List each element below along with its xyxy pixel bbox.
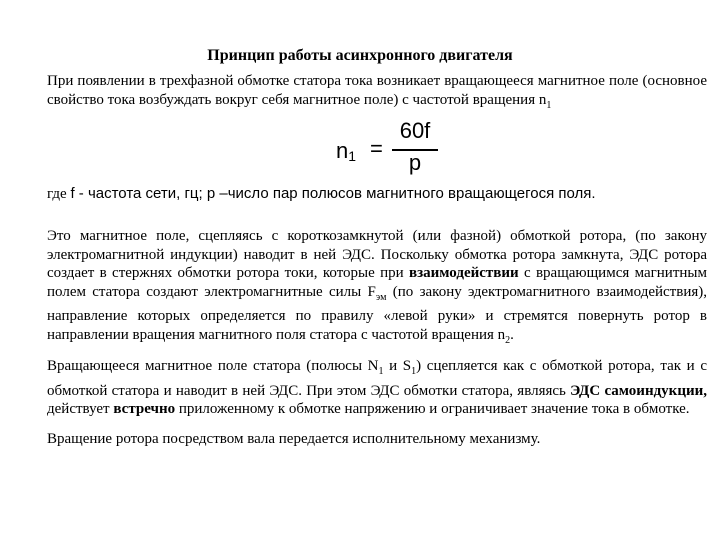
induction-text-c: (по закону эдектромагнитного взаимодействия), направление которых определяется по правилу «левой руки» и стремятся повернуть ротор в направлении вращения магнитного поля статора с частотой вращения n — [47, 283, 707, 343]
induction-bold-interaction: взаимодействии — [409, 265, 519, 282]
self-induction-text-c: ) сцепляется как с обмоткой ротора, так и с обмоткой статора и наводит в ней ЭДС. При этом ЭДС обмотки статора, являясь — [47, 358, 707, 399]
induction-subscript-2: 2 — [505, 334, 511, 346]
self-induction-text-a: Вращающееся магнитное поле статора (полюсы N — [47, 358, 379, 374]
formula-lhs-symbol: n — [336, 138, 349, 163]
self-induction-bold-emf: ЭДС самоиндукции, — [570, 382, 707, 399]
intro-subscript: 1 — [546, 99, 552, 111]
paragraph-induction — [47, 227, 707, 351]
self-induction-text-b: и S — [383, 358, 412, 374]
induction-text-d: . — [510, 326, 514, 343]
self-induction-text-d: действует — [47, 401, 114, 418]
paragraph-shaft: Вращение ротора посредством вала передается исполнительному механизму. — [47, 431, 541, 447]
self-induction-bold-counter: встречно — [113, 401, 176, 418]
self-induction-text-e: приложенному к обмотке напряжению и ограничивает значение тока в обмотке. — [175, 401, 690, 418]
formula-lhs-subscript: 1 — [348, 148, 357, 164]
formula-legend-lead: где — [47, 186, 67, 202]
induction-text-a: Это магнитное поле, сцепляясь с короткозамкнутой (или фазной) обмоткой ротора, (по закону электромагнитной индукции) наводит в ней ЭДС. Поскольку обмотка ротора замкнута, ЭДС ротора создает в стержнях обмотки ротора токи, которые при — [47, 228, 707, 282]
formula-equals: = — [370, 136, 383, 161]
formula-legend-text: f - частота сети, гц; р –число пар полюсов магнитного вращающегося поля. — [70, 185, 596, 202]
formula-numerator: 60f — [399, 118, 431, 143]
document-title: Принцип работы асинхронного двигателя — [207, 47, 513, 64]
formula-legend — [47, 185, 717, 203]
paragraph-self-induction — [47, 357, 707, 419]
formula-lhs — [336, 138, 356, 164]
intro-text: При появлении в трехфазной обмотке статора тока возникает вращающееся магнитное поле (основное свойство тока возбуждать вокруг себя магнитное поле) с частотой вращения n — [47, 73, 707, 108]
paragraph-intro — [47, 72, 707, 115]
formula-denominator: p — [408, 150, 422, 175]
self-induction-subscript-n: 1 — [378, 366, 384, 377]
induction-text-b: с вращающимся магнитным полем статора создают электромагнитные силы F — [47, 265, 707, 300]
self-induction-subscript-s: 1 — [411, 366, 417, 377]
induction-subscript-em: эм — [375, 291, 387, 303]
rotation-frequency-formula — [336, 118, 436, 184]
